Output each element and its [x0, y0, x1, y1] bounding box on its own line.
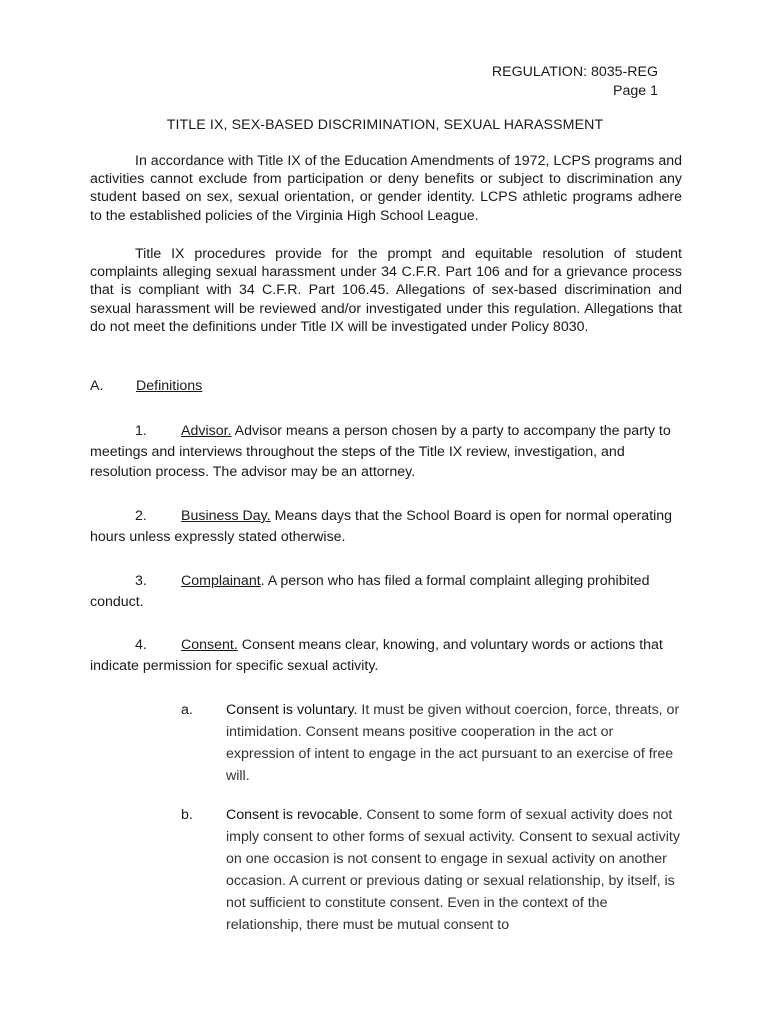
definition-term: Advisor.	[181, 423, 232, 439]
section-letter: A.	[90, 378, 104, 394]
definition-number: 4.	[135, 637, 147, 653]
definition-term: Complainant	[181, 573, 261, 589]
definition-advisor	[90, 421, 682, 483]
intro-paragraph-text: Title IX procedures provide for the prompt and equitable resolution of student complaints alleging sexual harassment under 34 C.F.R. Part 106 and for a grievance process that is compliant with 34 C.F.R. Part 106.45. Allegations of sex-based discrimination and sexual harassment will be reviewed and/or investigated under this regulation. Allegations that do not meet the definitions under Title IX will be investigated under Policy 8030.	[90, 246, 682, 335]
definition-number: 1.	[135, 423, 147, 439]
consent-item-text: Consent to some form of sexual activity does not imply consent to other forms of sexual activity. Consent to sexual activity on one occasion is not consent to engage in sexual activity on another occasion. A current or previous dating or sexual relationship, by itself, is not sufficient to constitute consent. Even in the context of the relationship, there must be mutual consent to	[226, 807, 680, 933]
definition-number: 2.	[135, 508, 147, 524]
page-header	[492, 63, 658, 101]
definition-consent	[90, 635, 682, 676]
definition-text: Advisor means a person chosen by a party to accompany the party to meetings and interviews throughout the steps of the Title IX review, investigation, and resolution process. The advisor may be an attorney.	[90, 423, 671, 480]
consent-item-lead: Consent is voluntary.	[226, 702, 358, 718]
consent-item-marker: a.	[181, 702, 193, 718]
section-label: Definitions	[136, 378, 203, 394]
definition-text: Consent means clear, knowing, and voluntary words or actions that indicate permission for specific sexual activity.	[90, 637, 663, 674]
definition-text: . A person who has filed a formal complaint alleging prohibited conduct.	[90, 573, 650, 610]
consent-item-body	[226, 699, 681, 787]
consent-item-lead: Consent is revocable.	[226, 807, 363, 823]
definition-business-day	[90, 506, 682, 547]
page-number: Page 1	[613, 83, 658, 99]
definition-term: Business Day.	[181, 508, 271, 524]
section-heading-definitions	[90, 378, 202, 394]
consent-item-marker: b.	[181, 807, 193, 823]
definition-term: Consent.	[181, 637, 238, 653]
definition-number: 3.	[135, 573, 147, 589]
intro-paragraph	[90, 152, 682, 225]
intro-paragraph-text: In accordance with Title IX of the Education Amendments of 1972, LCPS programs and activities cannot exclude from participation or deny benefits or subject to discrimination any student based on sex, sexual orientation, or gender identity. LCPS athletic programs adhere to the established policies of the Virginia High School League.	[90, 153, 682, 224]
consent-item-body	[226, 804, 681, 936]
regulation-number: REGULATION: 8035-REG	[491, 64, 658, 80]
document-title: TITLE IX, SEX-BASED DISCRIMINATION, SEXUAL HARASSMENT	[166, 117, 604, 133]
definition-text: Means days that the School Board is open for normal operating hours unless expressly stated otherwise.	[90, 508, 673, 545]
consent-item-text: It must be given without coercion, force, threats, or intimidation. Consent means positive cooperation in the act or expression of intent to engage in the act pursuant to an exercise of free will.	[226, 702, 680, 784]
definition-complainant	[90, 571, 682, 612]
intro-paragraph	[90, 245, 682, 336]
